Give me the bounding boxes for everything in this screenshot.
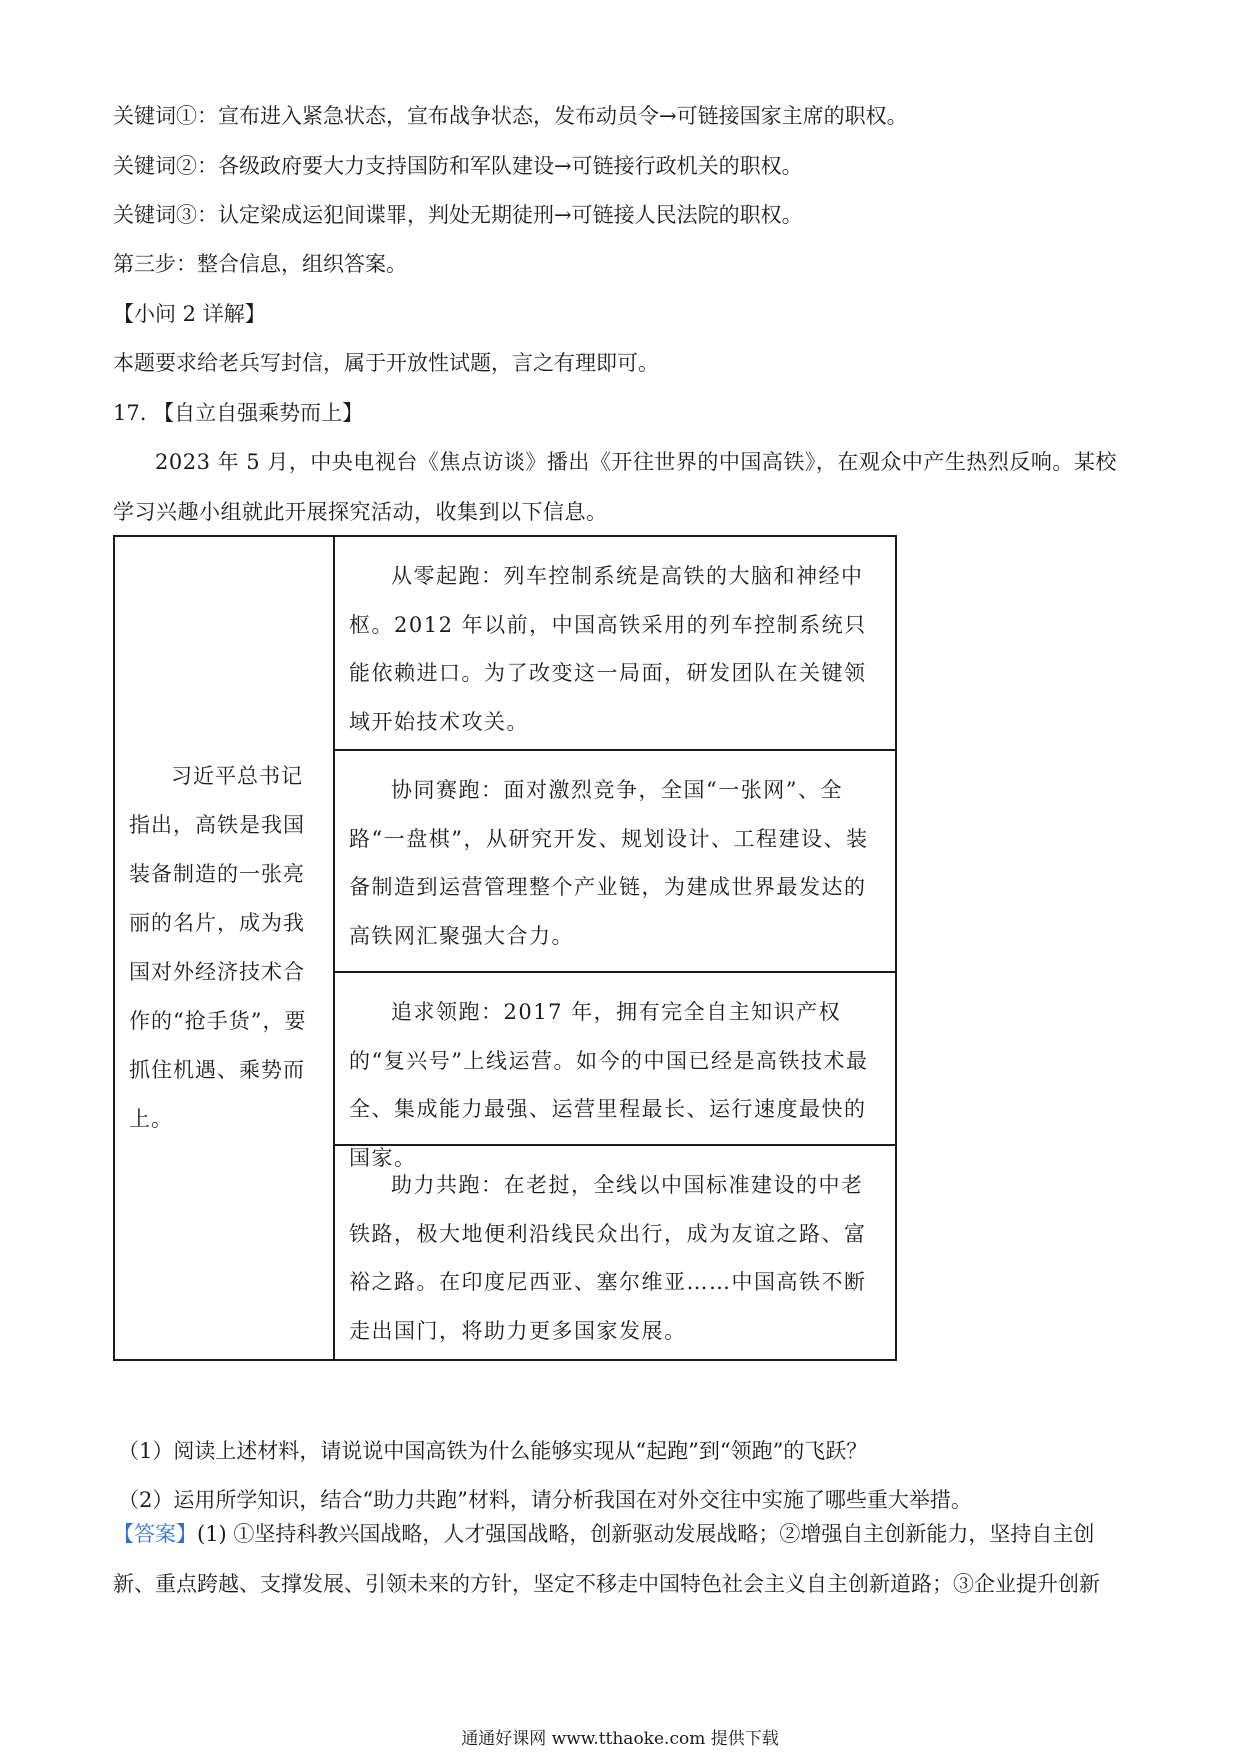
stage-cell-lead (335, 973, 895, 1170)
answer-text: (1) ①坚持科教兴国战略，人才强国战略，创新驱动发展战略；②增强自主创新能力，坚持自主创新、重点跨越、支撑发展、引领未来的方针，坚定不移走中国特色社会主义自主创新道路；③企业提升创新 (113, 1522, 1100, 1596)
stages-column (335, 537, 895, 1359)
stage-text-cooperate: 协同赛跑：面对激烈竞争，全国“一张网”、全路“一盘棋”，从研究开发、规划设计、工程建设、装备制造到运营管理整个产业链，为建成世界最发达的高铁网汇聚强大合力。 (349, 778, 869, 948)
quote-text: 习近平总书记指出，高铁是我国装备制造的一张亮丽的名片，成为我国对外经济技术合作的“抢手货”，要抓住机遇、乘势而上。 (129, 764, 307, 1131)
answer-tag: 【答案】 (113, 1522, 197, 1546)
question-2: （2）运用所学知识，结合“助力共跑”材料，请分析我国在对外交往中实施了哪些重大举措。 (118, 1488, 972, 1512)
material-table (113, 535, 897, 1361)
stage-cell-cooperate (335, 751, 895, 973)
sub-question-2-heading: 【小问 2 详解】 (113, 302, 266, 326)
question-17-title: 17. 【自立自强乘势而上】 (113, 401, 364, 425)
stage-text-share: 助力共跑：在老挝，全线以中国标准建设的中老铁路，极大地便利沿线民众出行，成为友谊之路、富裕之路。在印度尼西亚、塞尔维亚……中国高铁不断走出国门，将助力更多国家发展。 (349, 1173, 867, 1343)
question-17-intro: 2023 年 5 月，中央电视台《焦点访谈》播出《开往世界的中国高铁》，在观众中产生热烈反响。某校学习兴趣小组就此开展探究活动，收集到以下信息。 (113, 450, 1117, 524)
stage-cell-start (335, 537, 895, 751)
stage-text-start: 从零起跑：列车控制系统是高铁的大脑和神经中枢。2012 年以前，中国高铁采用的列车控制系统只能依赖进口。为了改变这一局面，研发团队在关键领域开始技术攻关。 (349, 564, 867, 734)
page-footer: 通通好课网 www.tthaoke.com 提供下载 (461, 1729, 779, 1749)
sub-question-2-text: 本题要求给老兵写封信，属于开放性试题，言之有理即可。 (113, 351, 659, 375)
answer-paragraph (113, 1509, 1133, 1609)
keyword-1-line: 关键词①：宣布进入紧急状态，宣布战争状态，发布动员令→可链接国家主席的职权。 (113, 104, 908, 128)
keyword-3-line: 关键词③：认定梁成运犯间谍罪，判处无期徒刑→可链接人民法院的职权。 (113, 203, 803, 227)
question-1: （1）阅读上述材料，请说说中国高铁为什么能够实现从“起跑”到“领跑”的飞跃？ (118, 1439, 868, 1463)
step-3-line: 第三步：整合信息，组织答案。 (113, 252, 407, 276)
stage-text-lead: 追求领跑：2017 年，拥有完全自主知识产权的“复兴号”上线运营。如今的中国已经是高铁技术最全、集成能力最强、运营里程最长、运行速度最快的国家。 (349, 1000, 869, 1170)
stage-cell-share (335, 1146, 895, 1359)
keyword-2-line: 关键词②：各级政府要大力支持国防和军队建设→可链接行政机关的职权。 (113, 154, 803, 178)
quote-cell (115, 537, 335, 1359)
